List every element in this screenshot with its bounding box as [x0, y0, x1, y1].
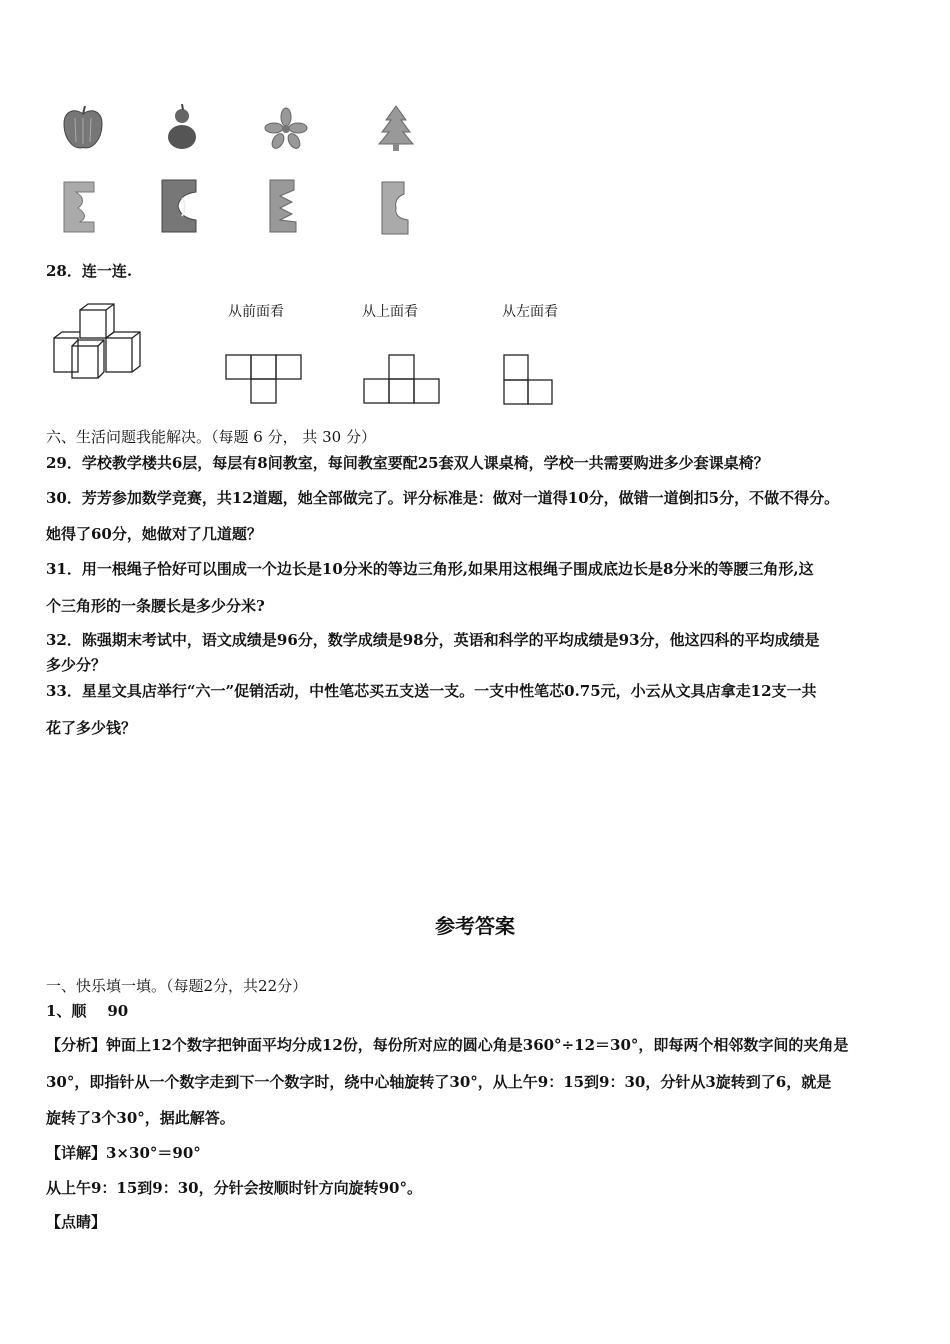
question-29: 29．学校教学楼共6层，每层有8间教室，每间教室要配25套双人课桌椅，学校一共需要购进多少套课桌椅？: [46, 454, 769, 472]
cutout-shape-1: [62, 182, 98, 232]
view-top-label: 从上面看: [362, 304, 418, 320]
cutout-shape-2: [160, 180, 200, 232]
question-32-line1: 32．陈强期末考试中，语文成绩是96分，数学成绩是98分，英语和科学的平均成绩是93分，他这四科的平均成绩是: [46, 631, 820, 649]
question-30-line1: 30．芳芳参加数学竞赛，共12道题，她全部做完了。评分标准是：做对一道得10分，做错一道倒扣5分，不做不得分。: [46, 489, 840, 507]
tree-shape-icon: [376, 106, 416, 152]
top-view-figure[interactable]: [363, 354, 441, 404]
section-6-heading: 六、生活问题我能解决。（每题 6 分， 共 30 分）: [46, 428, 376, 446]
view-left-label: 从左面看: [502, 304, 558, 320]
view-front-label: 从前面看: [228, 304, 284, 320]
answers-title: 参考答案: [435, 914, 515, 938]
question-30-line2: 她得了60分，她做对了几道题？: [46, 525, 262, 543]
front-view-figure[interactable]: [225, 354, 303, 404]
question-32-line2: 多少分？: [46, 656, 107, 674]
apple-shape-icon: [58, 104, 108, 152]
detail-line-1: 【详解】3×30°＝90°: [46, 1144, 201, 1162]
comment-label: 【点睛】: [46, 1213, 107, 1231]
analysis-line-1: 【分析】钟面上12个数字把钟面平均分成12份，每份所对应的圆心角是360°÷12＝30°，即每两个相邻数字间的夹角是: [46, 1036, 849, 1054]
question-31-line2: 个三角形的一条腰长是多少分米?: [46, 597, 265, 615]
cutout-shape-3: [268, 180, 300, 232]
cube-stack-figure: [52, 302, 148, 380]
cutout-shape-4: [380, 182, 412, 234]
question-28-label: 28．连一连.: [46, 262, 133, 280]
detail-line-2: 从上午9：15到9：30，分针会按顺时针方向旋转90°。: [46, 1179, 422, 1197]
analysis-line-2: 30°，即指针从一个数字走到下一个数字时，绕中心轴旋转了30°，从上午9：15到9：30，分针从3旋转到了6，就是: [46, 1073, 832, 1091]
gourd-shape-icon: [162, 104, 202, 152]
answer-1: 1、顺 90: [46, 1002, 129, 1020]
question-33-line1: 33．星星文具店举行“六一”促销活动，中性笔芯买五支送一支。一支中性笔芯0.75元，小云从文具店拿走12支一共: [46, 682, 817, 700]
left-view-figure[interactable]: [503, 354, 555, 406]
answers-section-1: 一、快乐填一填。（每题2分，共22分）: [46, 977, 308, 995]
question-33-line2: 花了多少钱？: [46, 719, 137, 737]
analysis-line-3: 旋转了3个30°，据此解答。: [46, 1109, 235, 1127]
flower-shape-icon: [264, 108, 308, 150]
question-31-line1: 31．用一根绳子恰好可以围成一个边长是10分米的等边三角形,如果用这根绳子围成底边长是8分米的等腰三角形,这: [46, 560, 814, 578]
